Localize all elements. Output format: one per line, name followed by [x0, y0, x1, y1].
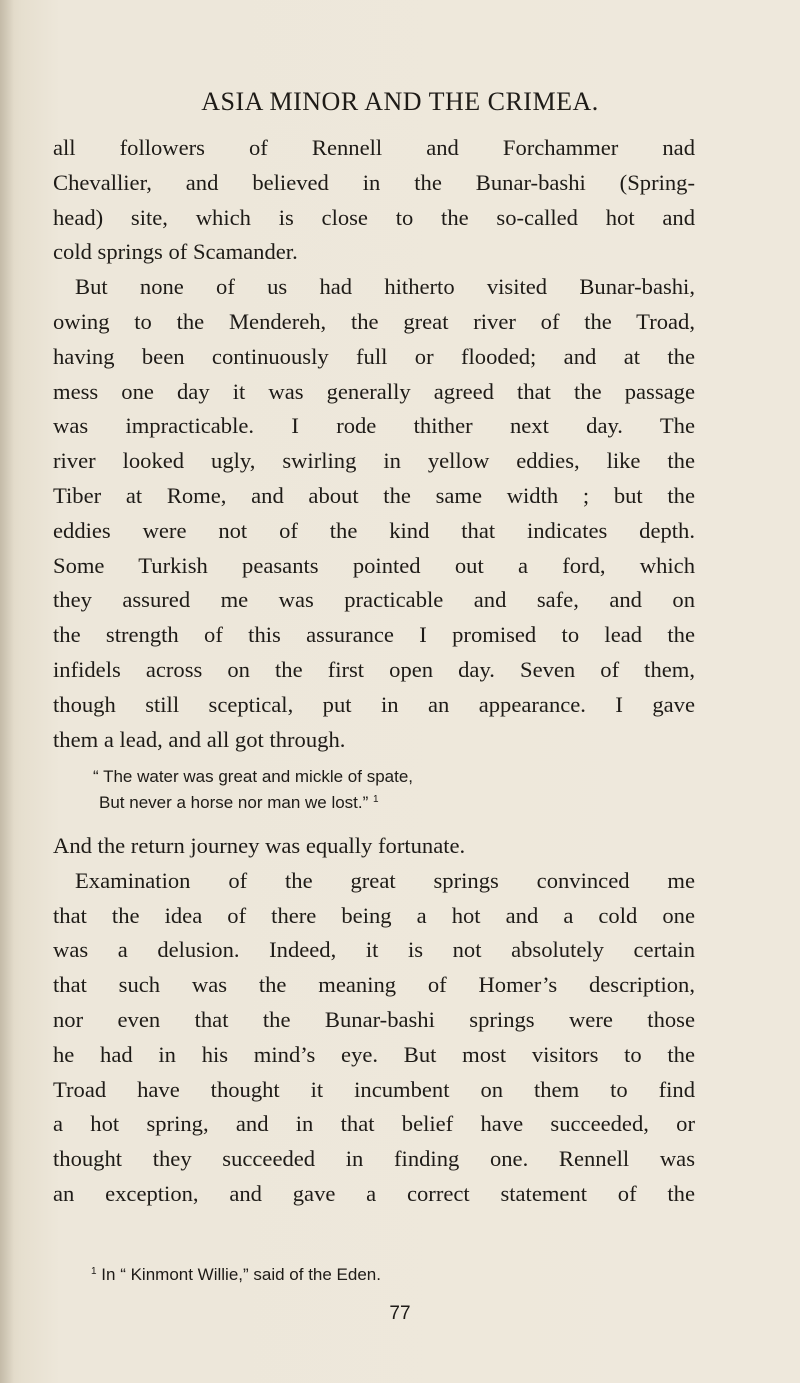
text-line: that the idea of there being a hot and a cold one — [53, 902, 695, 928]
text-line: all followers of Rennell and Forchammer nad — [53, 135, 695, 160]
quote-line: “ The water was great and mickle of spate, — [93, 767, 414, 786]
text-line: was impracticable. I rode thither next day. The — [53, 413, 695, 439]
text-line: they assured me was practicable and safe, and on — [53, 587, 695, 613]
text-line: Chevallier, and believed in the Bunar-bashi (Spring- — [53, 169, 695, 195]
text-line: the strength of this assurance I promised to lead the — [53, 622, 695, 648]
gutter-shadow — [0, 0, 14, 1383]
body-text-lower — [53, 829, 695, 1212]
footnote-text: In “ Kinmont Willie,” said of the Eden. — [101, 1265, 381, 1284]
footnote — [91, 1263, 381, 1287]
footnote-marker: 1 — [91, 1266, 97, 1277]
text-line: mess one day it was generally agreed that the passage — [53, 378, 695, 404]
text-line: cold springs of Scamander. — [53, 239, 298, 265]
text-line: Tiber at Rome, and about the same width ; but the — [53, 482, 695, 508]
text-line: them a lead, and all got through. — [53, 726, 346, 752]
quote-line: But never a horse nor man we lost.” — [99, 793, 369, 812]
running-head: ASIA MINOR AND THE CRIMEA. — [201, 87, 599, 116]
text-line: nor even that the Bunar-bashi springs were those — [53, 1006, 695, 1032]
text-line: though still sceptical, put in an appearance. I gave — [53, 691, 695, 717]
text-line: head) site, which is close to the so-called hot and — [53, 204, 695, 230]
text-line: Some Turkish peasants pointed out a ford, which — [53, 552, 695, 578]
text-line: thought they succeeded in finding one. Rennell was — [53, 1146, 695, 1172]
body-text-upper — [53, 131, 695, 757]
text-line: Troad have thought it incumbent on them to find — [53, 1076, 695, 1102]
footnote-reference: 1 — [373, 794, 379, 805]
text-line: river looked ugly, swirling in yellow eddies, like the — [53, 448, 695, 474]
text-line: that such was the meaning of Homer’s description, — [53, 972, 695, 998]
text-line: a hot spring, and in that belief have succeeded, or — [53, 1111, 695, 1137]
text-line: And the return journey was equally fortunate. — [53, 833, 466, 858]
text-line: owing to the Mendereh, the great river of the Troad, — [53, 308, 695, 334]
text-line: he had in his mind’s eye. But most visitors to the — [53, 1041, 695, 1067]
verse-quotation — [93, 764, 653, 816]
page-number: 77 — [389, 1303, 411, 1324]
text-line: Examination of the great springs convinced me — [75, 867, 695, 893]
text-line: eddies were not of the kind that indicates depth. — [53, 517, 695, 543]
text-line: an exception, and gave a correct statement of the — [53, 1180, 695, 1206]
quote-line-with-note — [93, 790, 653, 816]
text-line: infidels across on the first open day. Seven of them, — [53, 656, 695, 682]
text-line: having been continuously full or flooded; and at the — [53, 343, 695, 369]
text-line: But none of us had hitherto visited Bunar-bashi, — [75, 274, 695, 300]
text-line: was a delusion. Indeed, it is not absolutely certain — [53, 937, 695, 963]
